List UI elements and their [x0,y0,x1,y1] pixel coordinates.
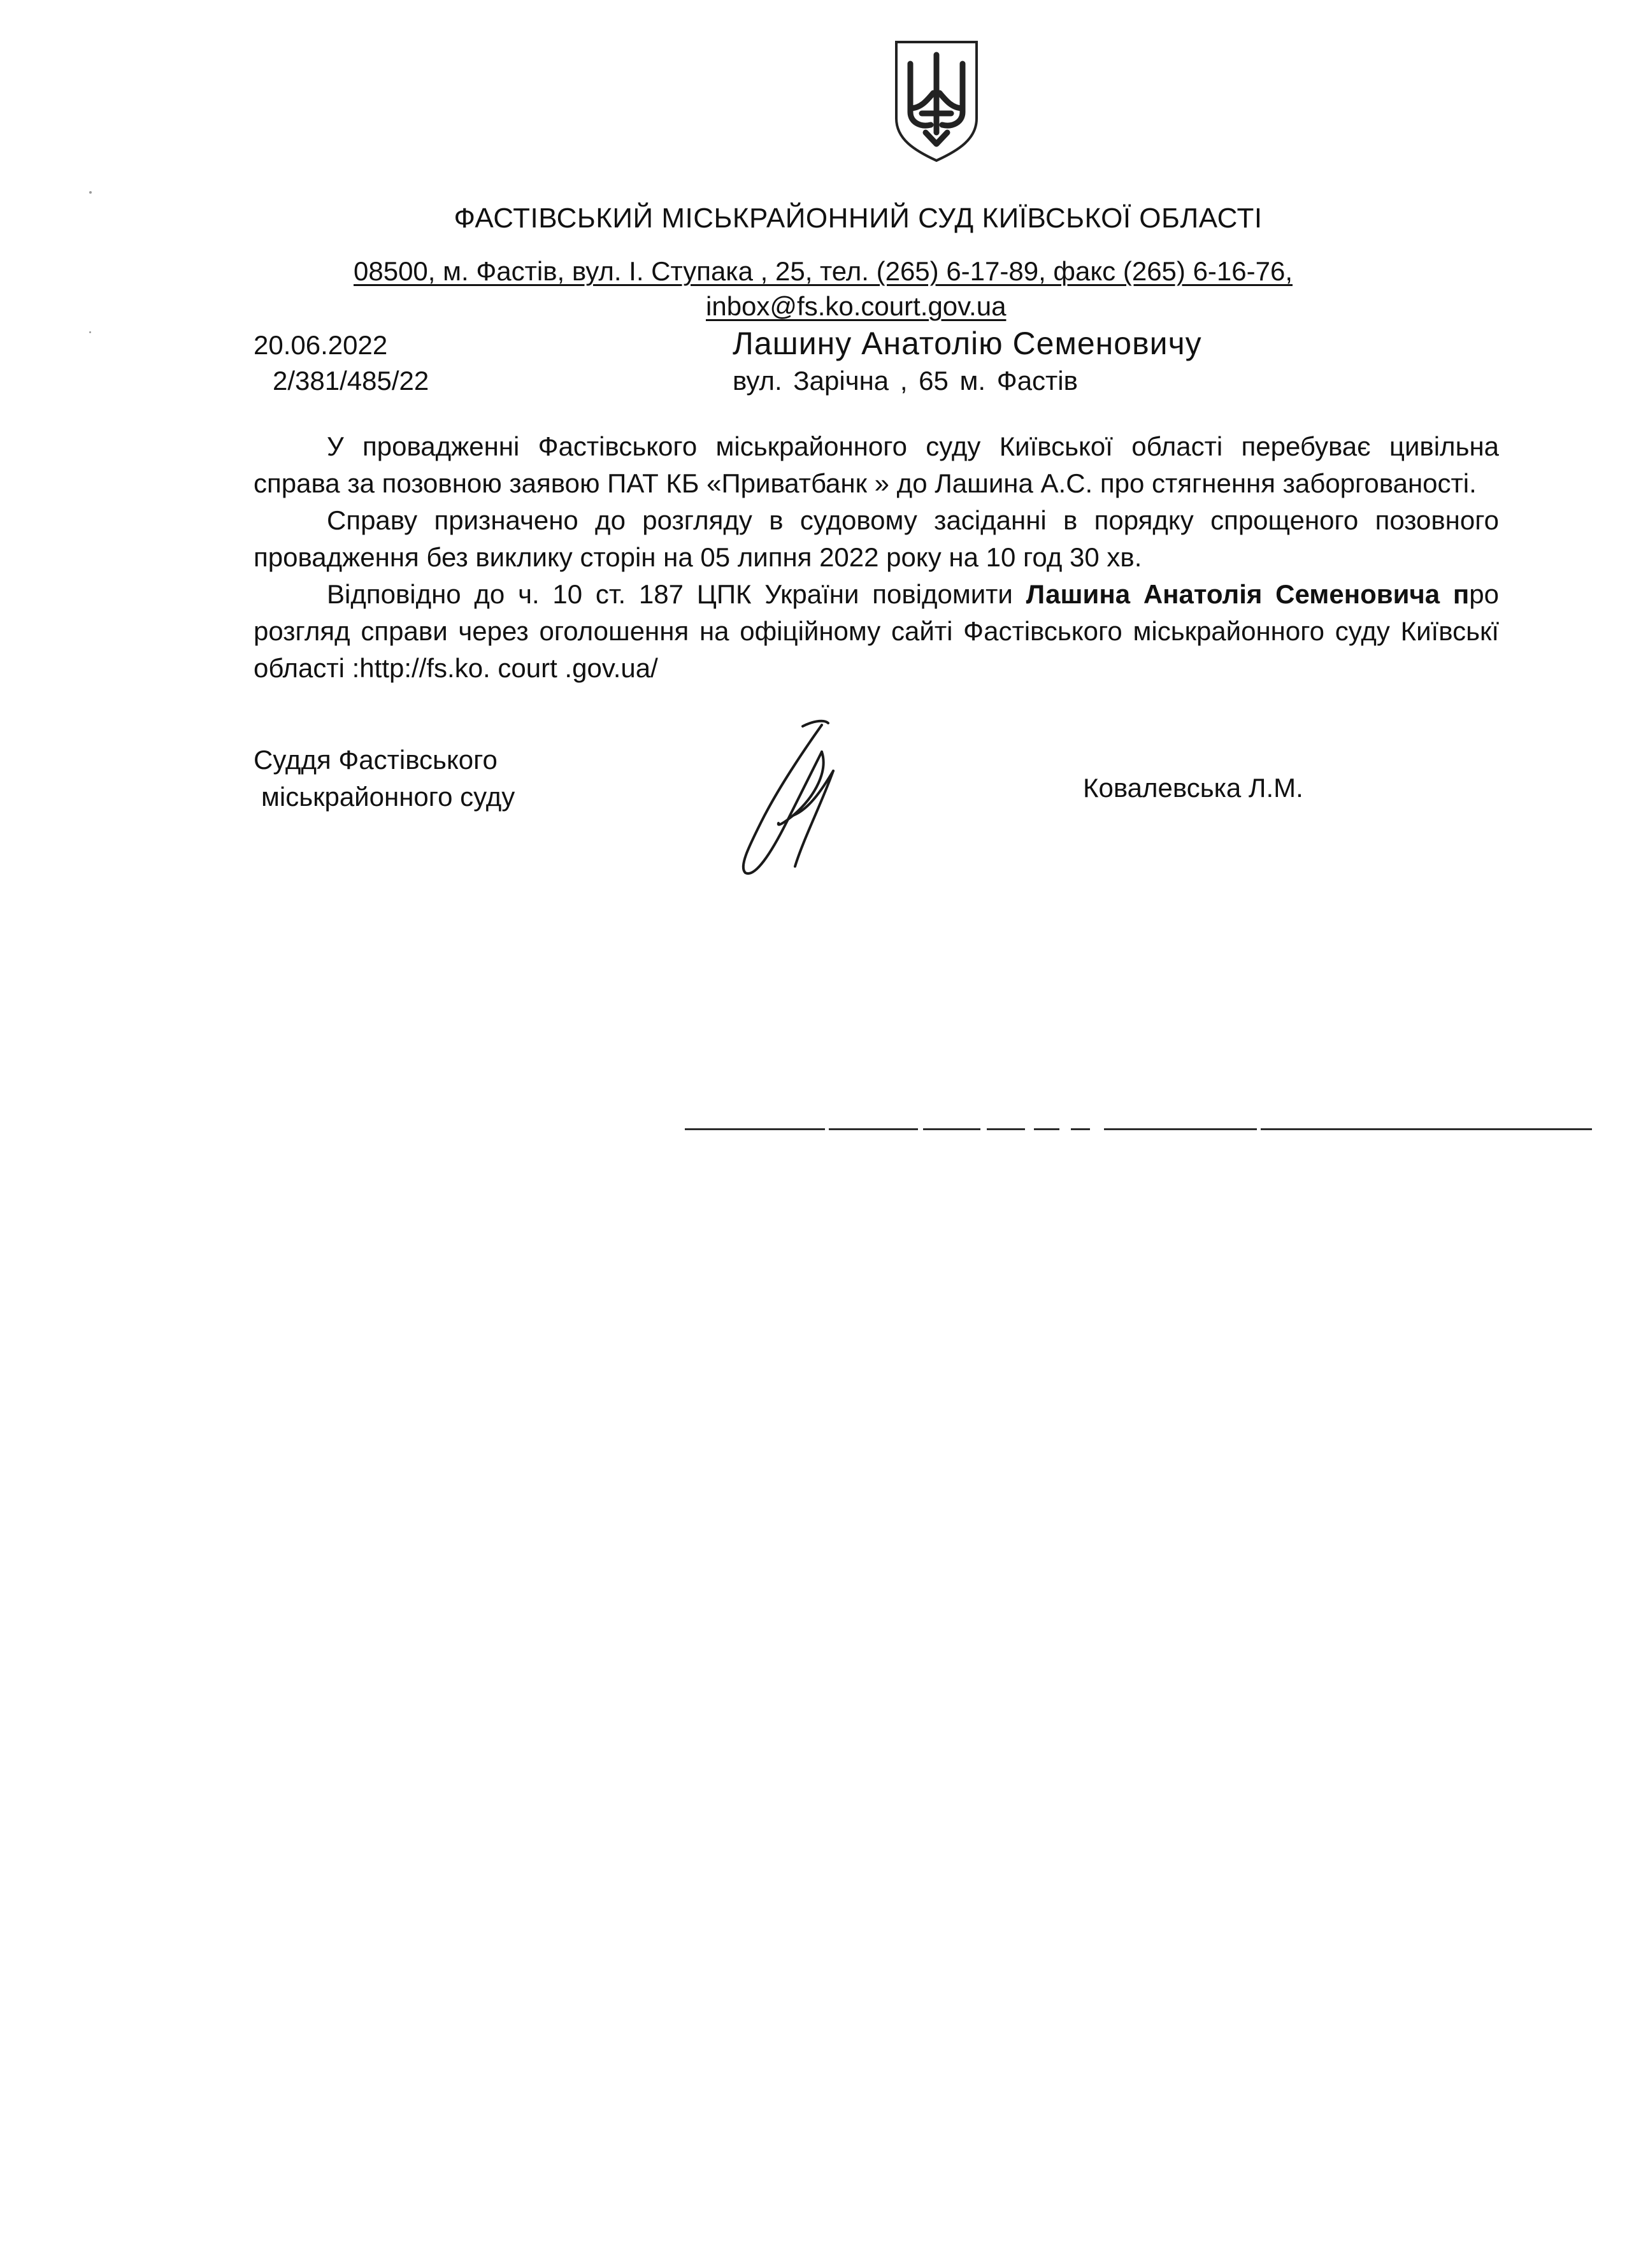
court-email: inbox@fs.ko.court.gov.ua [706,291,1007,321]
recipient-address: вул. Зарічна , 65 м. Фастів [733,366,1078,396]
judge-name: Ковалевська Л.М. [1083,773,1303,803]
paragraph-notice [254,576,1499,687]
document-date: 20.06.2022 [254,330,388,360]
judge-title [254,742,515,815]
notice-text-start: Відповідно до ч. 10 ст. 187 ЦПК України повідомити [327,579,1026,609]
court-email-line [706,291,1006,322]
paragraph-hearing-date: Справу призначено до розгляду в судовому засіданні в порядку спрощеного позовного провадження без виклику сторін на 05 липня 2022 року на 10 год 30 хв. [254,505,1499,572]
judge-title-line2: міськрайонного суду [261,782,515,812]
recipient-name: Лашину Анатолію Семеновичу [733,326,1202,361]
court-name: ФАСТІВСЬКИЙ МІСЬКРАЙОННИЙ СУД КИЇВСЬКОЇ ОБЛАСТІ [454,203,1263,234]
paragraph-case-info: У провадженні Фастівського міськрайонного суду Київської області перебуває цивільна справа за позовною заявою ПАТ КБ «Приватбанк » до Лашина А.С. про стягнення заборгованості. [254,431,1499,498]
handwritten-signature-icon [726,714,866,879]
notice-defendant-name: Лашина Анатолія Семеновича п [1026,579,1470,609]
document-number: 2/381/485/22 [273,366,429,396]
scan-speck [89,331,91,333]
judge-title-line1: Суддя Фастівського [254,745,498,775]
notice-text-end: ро розгляд справи через оголошення на офіційному сайті Фастівського міськрайонного суду Київськї області :http://fs.ko. court .gov.ua/ [254,579,1499,683]
scan-divider-line [685,1128,1593,1131]
letter-body [254,428,1499,687]
court-address: 08500, м. Фастів, вул. І. Ступака , 25, тел. (265) 6-17-89, факс (265) 6-16-76, [354,256,1293,286]
scan-speck [89,191,92,194]
trident-emblem-icon [889,37,984,164]
